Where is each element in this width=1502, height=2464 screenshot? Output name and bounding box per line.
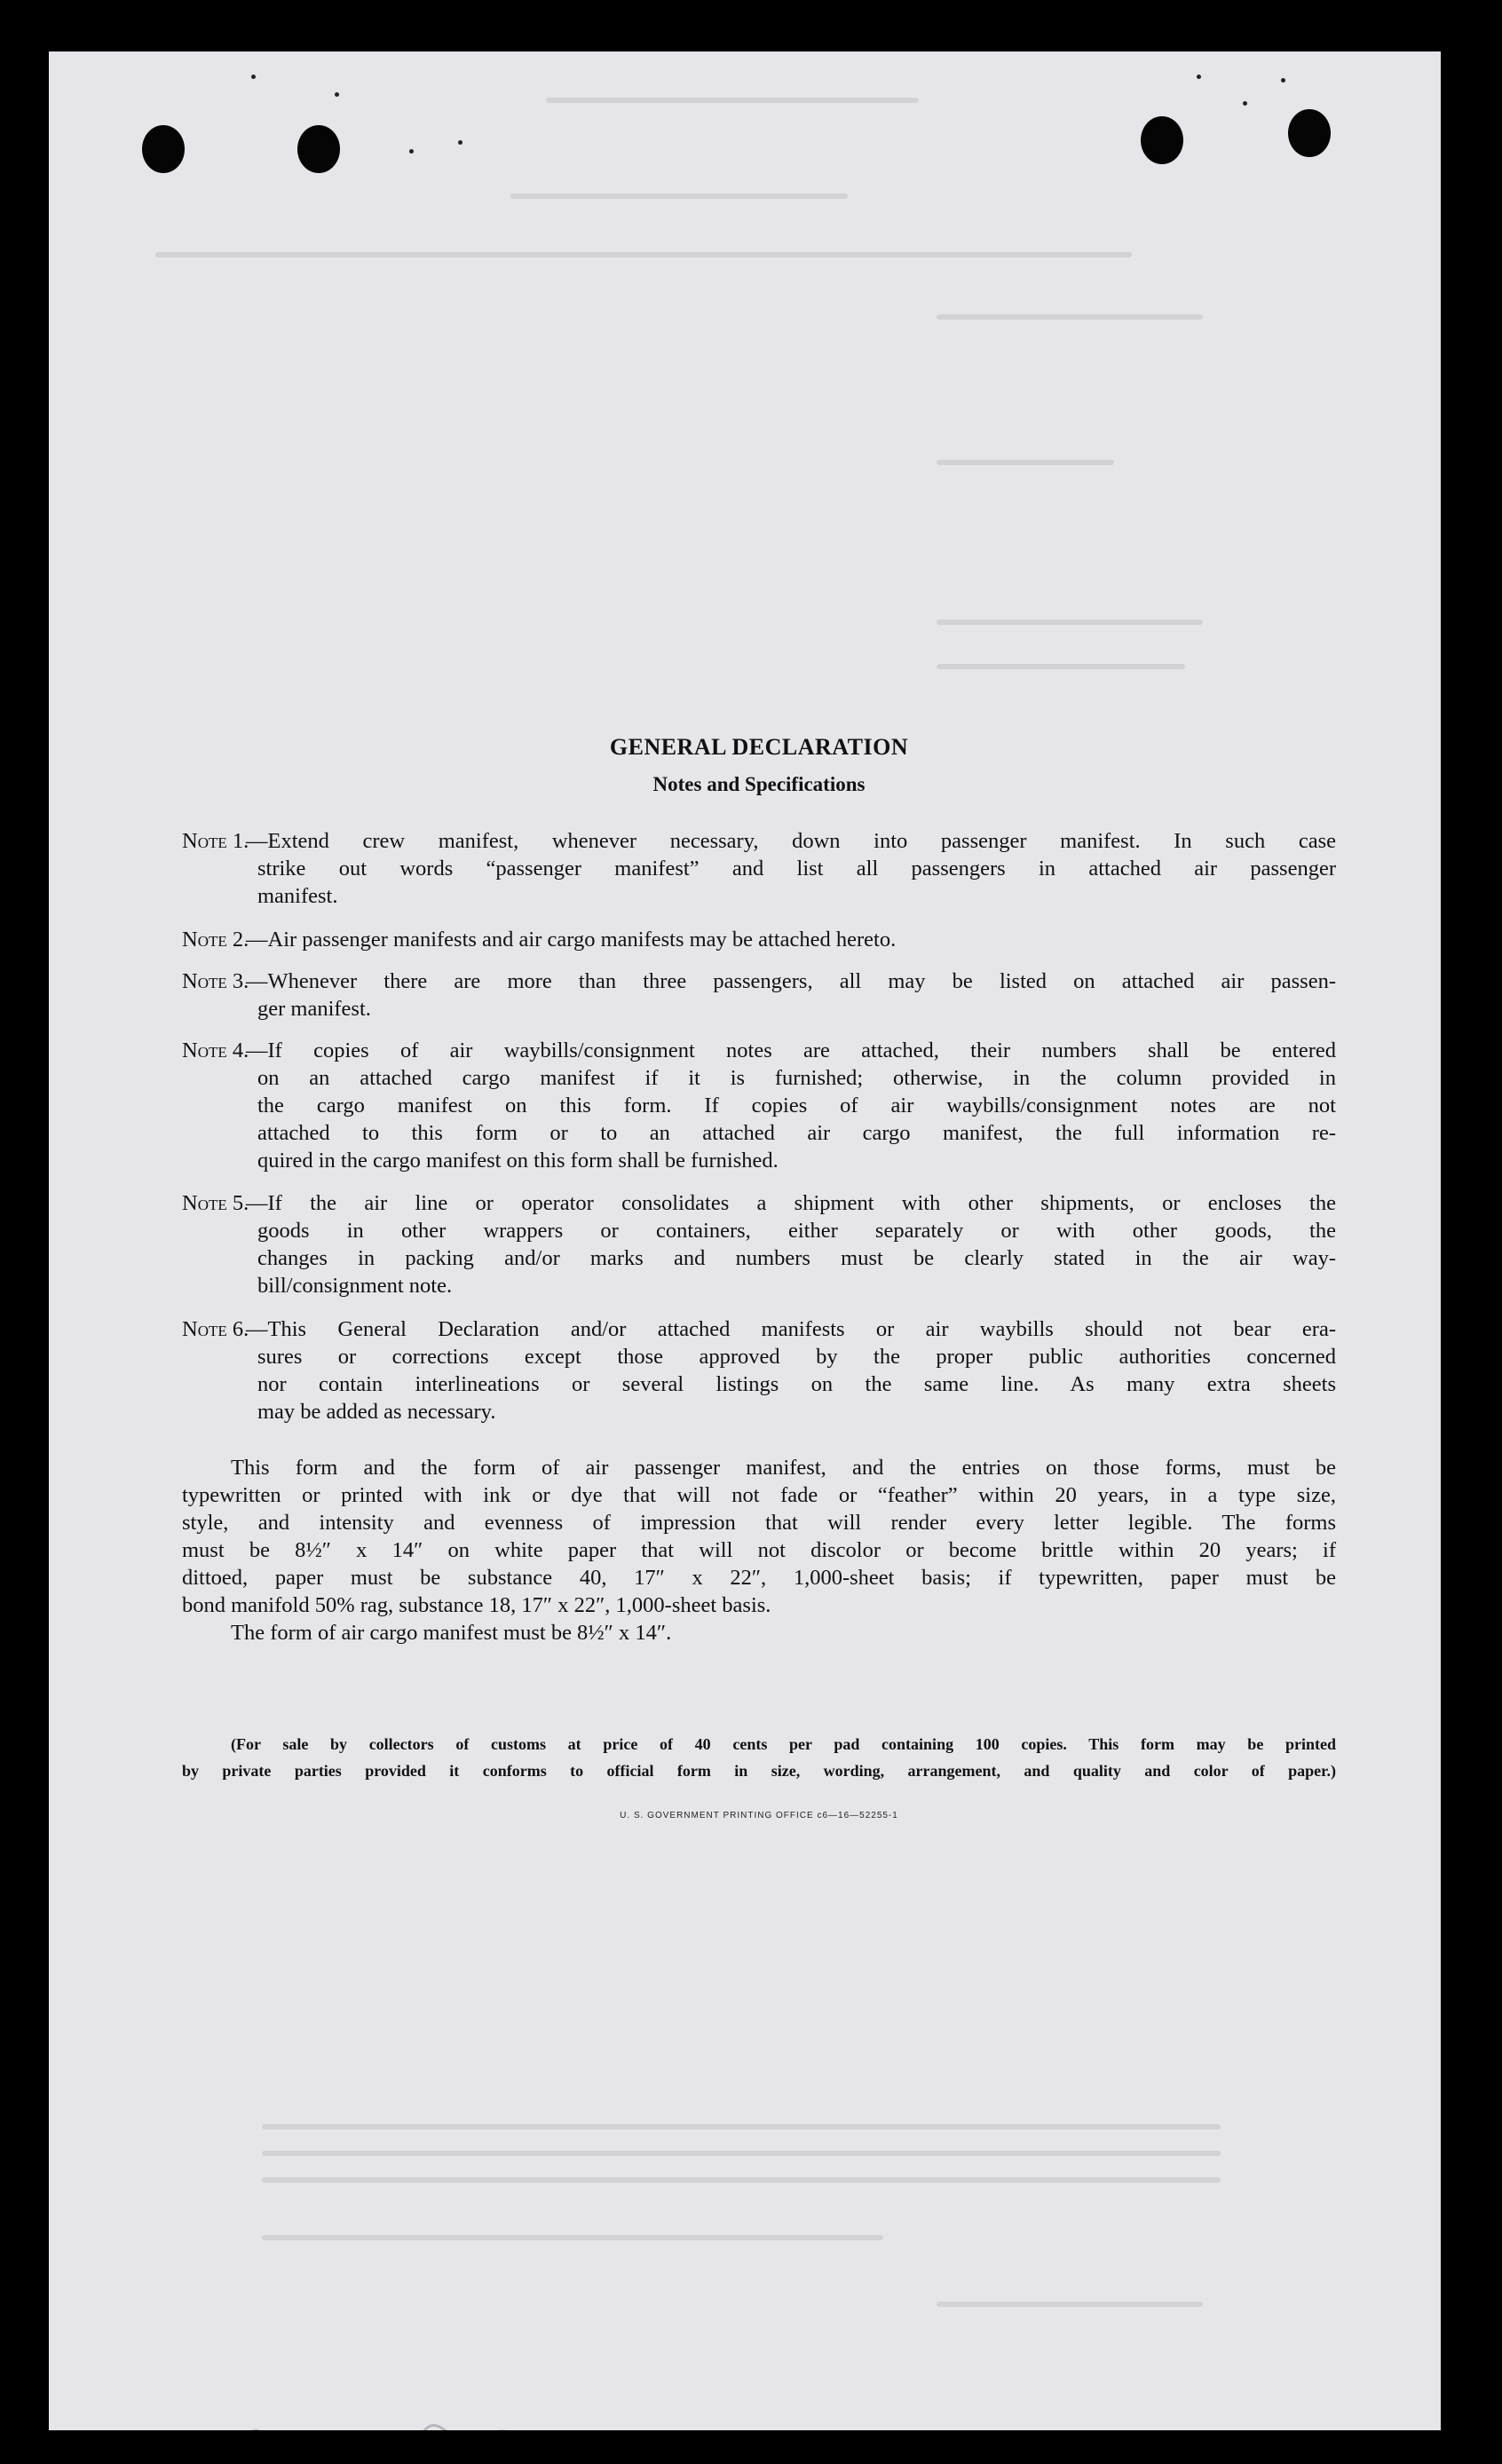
sale-notice: [182, 1731, 1336, 1784]
note-text-line: manifest.: [257, 884, 338, 908]
note-text-line: strike out words “passenger manifest” and list all passengers in attached air passenger: [257, 857, 1336, 881]
signature-bleed-through: [191, 2413, 635, 2430]
punch-hole: [142, 125, 185, 173]
note-text-line: —Air passenger manifests and air cargo manifests may be attached hereto.: [246, 928, 897, 952]
note-label: Note 2.: [182, 928, 249, 952]
punch-hole: [297, 125, 340, 173]
paper-speck: [1243, 101, 1247, 106]
note-label: Note 4.: [182, 1039, 249, 1062]
note-text-line: —If the air line or operator consolidates a shipment with other shipments, or encloses the: [246, 1191, 1336, 1215]
punch-hole: [1288, 109, 1331, 157]
bleed-through-mark: [937, 620, 1203, 625]
note-text-line: may be added as necessary.: [257, 1400, 496, 1424]
bleed-through-mark: [262, 2151, 1221, 2156]
note-text-line: ger manifest.: [257, 997, 371, 1021]
bleed-through-mark: [155, 252, 1132, 257]
bleed-through-mark: [262, 2235, 883, 2240]
document-subtitle: Notes and Specifications: [652, 773, 866, 795]
form-requirements-paragraph: [182, 1454, 1336, 1647]
note-text-line: —Extend crew manifest, whenever necessary, down into passenger manifest. In such case: [246, 829, 1336, 853]
bleed-through-mark: [937, 460, 1114, 465]
note-text-line: nor contain interlineations or several listings on the same line. As many extra sheets: [257, 1372, 1336, 1396]
paper-speck: [458, 140, 462, 145]
note-text-line: —This General Declaration and/or attached manifests or air waybills should not bear era-: [246, 1317, 1336, 1341]
note-text-line: attached to this form or to an attached air cargo manifest, the full information re-: [257, 1121, 1336, 1145]
note-text-line: bill/consignment note.: [257, 1274, 453, 1298]
note-label: Note 3.: [182, 969, 249, 993]
bleed-through-mark: [262, 2124, 1221, 2129]
note-label: Note 6.: [182, 1317, 249, 1341]
note-text-line: sures or corrections except those approved by the proper public authorities concerned: [257, 1345, 1336, 1369]
bleed-through-mark: [937, 2302, 1203, 2307]
bleed-through-mark: [546, 98, 919, 103]
punch-hole: [1141, 116, 1183, 164]
note-text-line: —Whenever there are more than three passengers, all may be listed on attached air passen-: [246, 969, 1336, 993]
paragraph-line: The form of air cargo manifest must be 8½″ x 14″.: [231, 1621, 672, 1645]
note-text-line: on an attached cargo manifest if it is furnished; otherwise, in the column provided in: [257, 1066, 1336, 1090]
sale-notice-line: (For sale by collectors of customs at price of 40 cents per pad containing 100 copies. This form may be printed: [231, 1735, 1336, 1753]
bleed-through-mark: [262, 2177, 1221, 2183]
paragraph-line: This form and the form of air passenger manifest, and the entries on those forms, must be: [231, 1456, 1336, 1480]
paper-speck: [1281, 78, 1285, 83]
paragraph-line: bond manifold 50% rag, substance 18, 17″ x 22″, 1,000-sheet basis.: [182, 1593, 771, 1617]
bleed-through-mark: [937, 314, 1203, 320]
document-page: [49, 51, 1441, 2430]
paper-speck: [335, 92, 339, 97]
paragraph-line: typewritten or printed with ink or dye that will not fade or “feather” within 20 years, in a type size,: [182, 1483, 1336, 1507]
paragraph-line: must be 8½″ x 14″ on white paper that will not discolor or become brittle within 20 years; if: [182, 1538, 1336, 1562]
paragraph-line: dittoed, paper must be substance 40, 17″ x 22″, 1,000-sheet basis; if typewritten, paper must be: [182, 1566, 1336, 1590]
paper-speck: [409, 149, 414, 154]
paper-speck: [1197, 75, 1201, 79]
paper-speck: [251, 75, 256, 79]
note-label: Note 5.: [182, 1191, 249, 1215]
note-text-line: changes in packing and/or marks and numbers must be clearly stated in the air way-: [257, 1246, 1336, 1270]
sale-notice-line: by private parties provided it conforms to official form in size, wording, arrangement, and quality and color of paper.): [182, 1762, 1336, 1780]
note-text-line: quired in the cargo manifest on this form shall be furnished.: [257, 1149, 779, 1173]
note-text-line: goods in other wrappers or containers, either separately or with other goods, the: [257, 1219, 1336, 1243]
document-title: GENERAL DECLARATION: [609, 734, 909, 760]
printer-imprint: U. S. GOVERNMENT PRINTING OFFICE c6—16—52255-1: [620, 1811, 898, 1820]
note-text-line: the cargo manifest on this form. If copies of air waybills/consignment notes are not: [257, 1094, 1336, 1117]
bleed-through-mark: [510, 193, 848, 199]
note-text-line: —If copies of air waybills/consignment notes are attached, their numbers shall be entered: [246, 1039, 1336, 1062]
paragraph-line: style, and intensity and evenness of impression that will render every letter legible. The forms: [182, 1511, 1336, 1535]
note-label: Note 1.: [182, 829, 249, 853]
bleed-through-mark: [937, 664, 1185, 669]
